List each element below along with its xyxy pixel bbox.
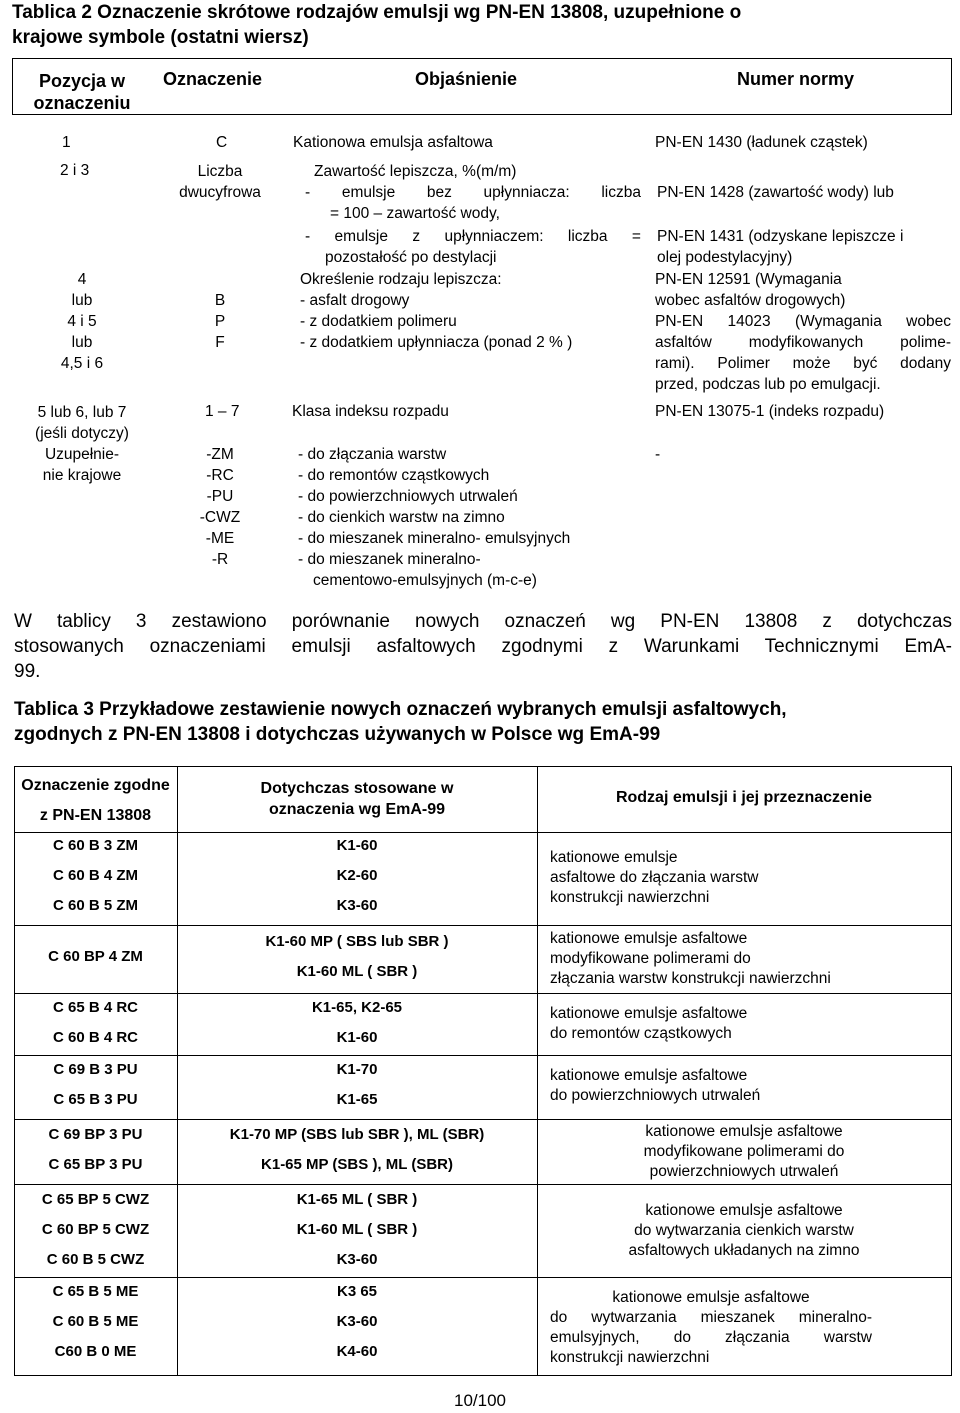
header-oznaczenie: Oznaczenie	[163, 69, 263, 89]
table2-title-line2: krajowe symbole (ostatni wiersz)	[12, 27, 309, 48]
header-pozycja: Pozycja w oznaczeniu	[33, 71, 131, 113]
header-objasnienie: Objaśnienie	[415, 69, 518, 89]
table3-title-line2: zgodnych z PN-EN 13808 i dotychczas używanych w Polsce wg EmA-99	[14, 724, 661, 745]
table3-title-line1: Tablica 3 Przykładowe zestawienie nowych oznaczeń wybranych emulsji asfaltowych,	[14, 699, 787, 720]
table2-title-line1: Tablica 2 Oznaczenie skrótowe rodzajów emulsji wg PN-EN 13808, uzupełnione o	[12, 2, 742, 23]
page-number: 10/100	[454, 1391, 506, 1410]
header-dotychczas: Dotychczas stosowane w oznaczenia wg EmA-99	[260, 780, 454, 818]
header-numer-normy: Numer normy	[737, 69, 855, 89]
header-rodzaj-emulsji: Rodzaj emulsji i jej przeznaczenie	[615, 789, 873, 806]
header-oznaczenie-zgodne: Oznaczenie zgodne z PN-EN 13808	[21, 777, 170, 824]
